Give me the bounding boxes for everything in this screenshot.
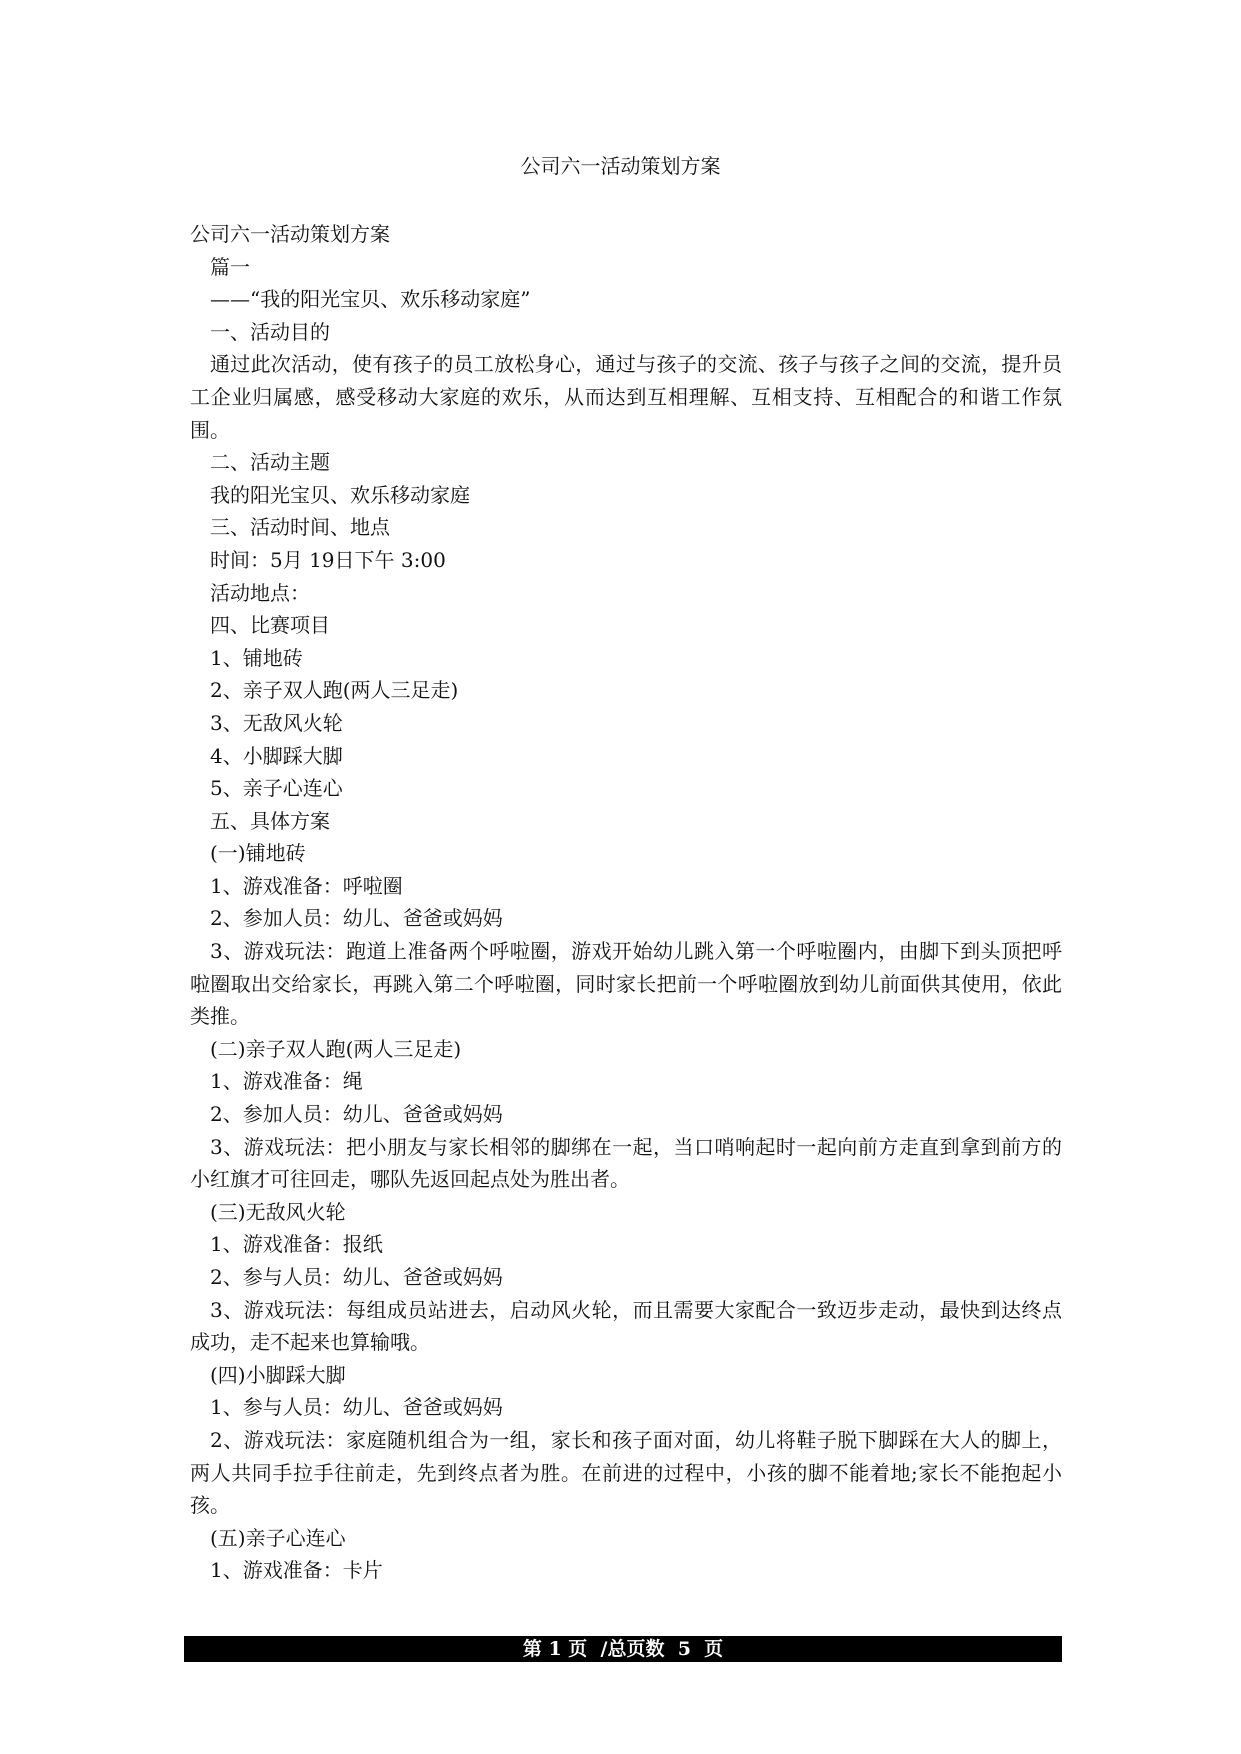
paragraph: 3、游戏玩法：每组成员站进去，启动风火轮，而且需要大家配合一致迈步走动，最快到达终点成功，走不起来也算输哦。 xyxy=(190,1297,1062,1355)
list-item: 2、参加人员：幼儿、爸爸或妈妈 xyxy=(210,1102,503,1127)
paragraph: 3、游戏玩法：把小朋友与家长相邻的脚绑在一起，当口哨响起时一起向前方走直到拿到前方的小红旗才可往回走，哪队先返回起点处为胜出者。 xyxy=(190,1134,1062,1192)
list-item: 3、无敌风火轮 xyxy=(210,710,343,735)
list-item: 1、游戏准备：卡片 xyxy=(210,1558,383,1583)
text-line: 我的阳光宝贝、欢乐移动家庭 xyxy=(210,482,470,507)
list-item: 1、参与人员：幼儿、爸爸或妈妈 xyxy=(210,1395,503,1420)
list-item: 4、小脚踩大脚 xyxy=(210,743,343,768)
section-heading: 五、具体方案 xyxy=(210,808,330,833)
subsection-heading: (五)亲子心连心 xyxy=(210,1525,346,1550)
page-title: 公司六一活动策划方案 xyxy=(520,154,721,178)
subsection-heading: (二)亲子双人跑(两人三足走) xyxy=(210,1036,462,1061)
text-line: 时间：5月 19日下午 3:00 xyxy=(210,547,446,572)
subtitle-line: ——“我的阳光宝贝、欢乐移动家庭” xyxy=(210,287,531,312)
paragraph: 3、游戏玩法：跑道上准备两个呼啦圈，游戏开始幼儿跳入第一个呼啦圈内，由脚下到头顶把呼啦圈取出交给家长，再跳入第二个呼啦圈，同时家长把前一个呼啦圈放到幼儿前面供其使用，依此类推。 xyxy=(190,939,1062,1029)
list-item: 2、参加人员：幼儿、爸爸或妈妈 xyxy=(210,906,503,931)
section-heading: 二、活动主题 xyxy=(210,450,330,475)
doc-heading: 公司六一活动策划方案 xyxy=(190,222,390,246)
subsection-heading: (三)无敌风火轮 xyxy=(210,1199,346,1224)
section-heading: 三、活动时间、地点 xyxy=(210,515,390,540)
page-number: 第 1 页 /总页数 5 页 xyxy=(522,1638,724,1660)
subsection-heading: (一)铺地砖 xyxy=(210,841,306,866)
list-item: 5、亲子心连心 xyxy=(210,776,343,801)
list-item: 1、游戏准备：报纸 xyxy=(210,1232,383,1257)
list-item: 2、亲子双人跑(两人三足走) xyxy=(210,678,459,703)
subsection-heading: (四)小脚踩大脚 xyxy=(210,1362,346,1387)
paragraph: 2、游戏玩法：家庭随机组合为一组，家长和孩子面对面，幼儿将鞋子脱下脚踩在大人的脚上，两人共同手拉手往前走，先到终点者为胜。在前进的过程中，小孩的脚不能着地;家长不能抱起小孩。 xyxy=(190,1427,1062,1518)
section-label: 篇一 xyxy=(210,254,250,279)
list-item: 1、铺地砖 xyxy=(210,645,303,670)
section-heading: 四、比赛项目 xyxy=(210,613,330,638)
paragraph: 通过此次活动，使有孩子的员工放松身心，通过与孩子的交流、孩子与孩子之间的交流，提升员工企业归属感，感受移动大家庭的欢乐，从而达到互相理解、互相支持、互相配合的和谐工作氛围。 xyxy=(190,352,1062,442)
document-body xyxy=(190,218,1062,1587)
list-item: 1、游戏准备：绳 xyxy=(210,1069,363,1094)
text-line: 活动地点： xyxy=(210,580,310,605)
list-item: 2、参与人员：幼儿、爸爸或妈妈 xyxy=(210,1265,503,1289)
section-heading: 一、活动目的 xyxy=(210,319,330,344)
page-footer xyxy=(184,1636,1062,1662)
list-item: 1、游戏准备：呼啦圈 xyxy=(210,873,403,898)
